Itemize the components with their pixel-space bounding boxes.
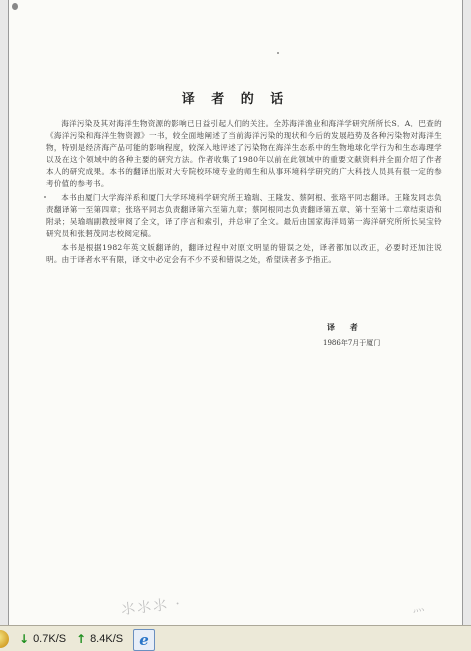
signature-date: 1986年7月于厦门 [323, 339, 381, 347]
download-speed: 0.7K/S [33, 633, 67, 645]
faded-scan-mark: ⺣ [410, 599, 426, 615]
body-text [46, 118, 442, 268]
scan-speck [277, 52, 279, 54]
document-page [9, 0, 462, 625]
paragraph-3: 本书是根据1982年英文版翻译的，翻译过程中对原文明显的错误之处，译者都加以改正，必要时还加注说明。由于译者水平有限，译文中必定会有不少不妥和错误之处，希望读者多予指正。 [46, 242, 442, 265]
viewer-frame-right [462, 0, 471, 625]
paragraph-2: 本书由厦门大学海洋系和厦门大学环境科学研究所王瑜瑞、王隆发、蔡阿根、张珞平同志翻译。王隆发同志负责翻译第一至第四章；张珞平同志负责翻译第六至第九章；蔡阿根同志负责翻译第五章、第十至第十二章结束语和附录；吴瑜端副教授审阅了全文，译了序言和索引，并总审了全文。最后由国家海洋局第一海洋研究所所长吴宝铃研究员和张䂮茂同志校阅定稿。 [46, 193, 442, 239]
viewer-frame-left [0, 0, 9, 625]
page-title: 译 者 的 话 [181, 92, 290, 107]
ie-logo-glyph: e [139, 630, 149, 649]
upload-speed-indicator [76, 626, 123, 651]
status-bar [0, 625, 471, 651]
tray-globe-icon[interactable] [0, 630, 9, 648]
upload-speed: 8.4K/S [90, 633, 124, 645]
ie-browser-icon[interactable] [133, 629, 155, 651]
signature: 译 者 [327, 322, 364, 332]
faded-scan-mark: ⺢⺢⺢ · [120, 595, 183, 619]
upload-arrow-icon: ↑ [76, 632, 87, 646]
paragraph-1: 海洋污染及其对海洋生物资源的影响已日益引起人们的关注。全苏海洋渔业和海洋学研究所所长S．A．巴查的《海洋污染和海洋生物资源》一书，较全面地阐述了当前海洋污染的现状和今后的发展趋势及各种污染物对海洋生物，特别是经济海产品可能的影响程度，较深入地评述了污染物在海洋生态系中的生物地球化学行为和生态毒理学以及在这个领域中的各种主要的研究方法。作者收集了1980年以前在此领域中的重要文献资料并全面介绍了作者本人的研究成果。本书的翻译出版对大专院校环境专业的师生和从事环境科学研究的广大科技人员具有很一定的参考价值的参考书。 [46, 119, 442, 189]
scan-speck [12, 3, 18, 10]
download-speed-indicator [19, 626, 66, 651]
download-arrow-icon: ↓ [19, 632, 30, 646]
